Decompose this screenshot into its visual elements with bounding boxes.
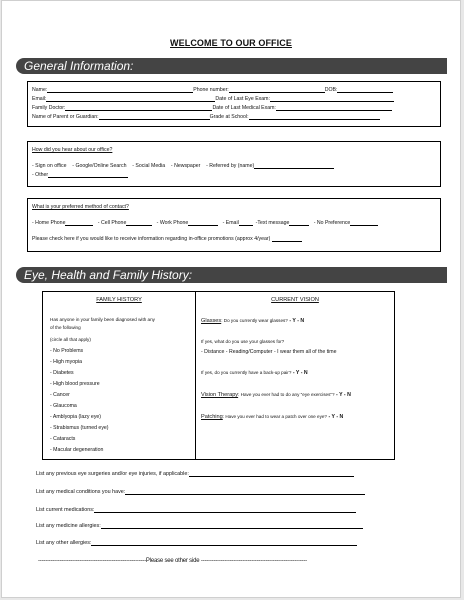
glasses-question: : Do you currently wear glasses? [221, 318, 288, 323]
patching-question: : Have you ever had to wear a patch over one eye? [222, 414, 327, 419]
grade-field[interactable] [249, 115, 380, 120]
vt-label: Vision Therapy [201, 392, 239, 398]
page-title: WELCOME TO OUR OFFICE [170, 38, 292, 48]
question-surgeries: List any previous eye surgeries and/or eye injuries, if applicable: [36, 471, 189, 477]
surgeries-field[interactable] [189, 472, 354, 477]
contact-text[interactable]: -Text message [255, 220, 290, 226]
question-conditions: List any medical conditions you have: [36, 489, 126, 495]
contact-email-field[interactable] [239, 221, 253, 226]
column-divider [195, 292, 196, 459]
section-bar-general: General Information: [16, 58, 447, 74]
family-item-9[interactable]: - Macular degeneration [50, 447, 104, 453]
family-intro-1: Has anyone in your family been diagnosed with any [50, 317, 155, 322]
hear-option-social[interactable]: - Social Media [132, 163, 166, 169]
see-other-side-footer: ------------------------------------------------------------Please see other side ----------------------------------------------------------- [38, 558, 307, 564]
dob-label: DOB: [324, 87, 338, 93]
grade-label: Grade at School: [209, 114, 249, 120]
hear-option-google[interactable]: - Google/Online Search [72, 163, 127, 169]
family-intro-2: of the following [50, 325, 81, 330]
last-eye-label: Date of Last Eye Exam: [215, 96, 270, 102]
glasses-yn[interactable]: - Y - N [289, 318, 305, 324]
email-field[interactable] [46, 97, 215, 102]
email-label: Email: [32, 96, 47, 102]
current-vision-heading: CURRENT VISION [271, 297, 319, 303]
name-field[interactable] [47, 88, 193, 93]
glasses-label: Glasses [201, 318, 222, 324]
vt-yn[interactable]: - Y - N [336, 392, 351, 398]
last-eye-field[interactable] [270, 97, 394, 102]
glasses-use-question: If yes, what do you use your glasses for? [201, 339, 285, 344]
family-item-6[interactable]: - Amblyopia (lazy eye) [50, 414, 102, 420]
hear-option-other[interactable]: - Other [32, 172, 49, 178]
hear-option-referred[interactable]: - Referred by (name) [206, 163, 255, 169]
family-history-heading: FAMILY HISTORY [96, 297, 142, 303]
last-medical-label: Date of Last Medical Exam: [212, 105, 276, 111]
guardian-field[interactable] [99, 115, 210, 120]
section-bar-eye-health: Eye, Health and Family History: [16, 267, 447, 283]
vt-question: : Have you ever had to do any "eye exercises"? [238, 392, 335, 397]
contact-cell-field[interactable] [126, 221, 152, 226]
patching-yn[interactable]: - Y - N [328, 414, 344, 420]
name-label: Name: [32, 87, 48, 93]
doctor-label: Family Doctor: [32, 105, 66, 111]
contact-question: What is your preferred method of contact? [32, 204, 129, 210]
promo-checkbox[interactable] [272, 237, 302, 242]
hear-box [27, 141, 441, 187]
family-item-8[interactable]: - Cataracts [50, 436, 76, 442]
history-box [42, 291, 395, 460]
medicine-allergies-field[interactable] [101, 524, 363, 529]
family-item-0[interactable]: - No Problems [50, 348, 84, 354]
family-item-5[interactable]: - Glaucoma [50, 403, 77, 409]
dob-field[interactable] [337, 88, 393, 93]
patching-label: Patching [201, 414, 223, 420]
contact-box [27, 198, 441, 252]
backup-question: If yes, do you currently have a back-up pair? [201, 370, 292, 375]
hear-question: How did you hear about our office? [32, 147, 113, 153]
other-allergies-field[interactable] [91, 541, 357, 546]
contact-work[interactable]: - Work Phone [156, 220, 189, 226]
hear-option-sign[interactable]: - Sign on office [32, 163, 67, 169]
family-item-7[interactable]: - Strabismus (turned eye) [50, 425, 109, 431]
contact-work-field[interactable] [188, 221, 218, 226]
contact-email[interactable]: - Email [222, 220, 239, 226]
contact-cell[interactable]: - Cell Phone [97, 220, 127, 226]
contact-home[interactable]: - Home Phone [32, 220, 66, 226]
question-other-allergies: List any other allergies: [36, 540, 92, 546]
family-intro-3: (circle all that apply) [50, 337, 91, 342]
family-item-2[interactable]: - Diabetes [50, 370, 74, 376]
medications-field[interactable] [94, 508, 356, 513]
doctor-field[interactable] [65, 106, 212, 111]
other-field[interactable] [48, 173, 128, 178]
referred-field[interactable] [254, 164, 334, 169]
family-item-4[interactable]: - Cancer [50, 392, 70, 398]
contact-text-field[interactable] [289, 221, 309, 226]
hear-option-newspaper[interactable]: - Newspaper [170, 163, 201, 169]
question-medications: List current medications: [36, 507, 95, 513]
family-item-1[interactable]: - High myopia [50, 359, 83, 365]
general-info-box [27, 81, 441, 127]
contact-home-field[interactable] [65, 221, 93, 226]
conditions-field[interactable] [125, 490, 365, 495]
backup-yn[interactable]: - Y - N [292, 370, 308, 376]
last-medical-field[interactable] [276, 106, 392, 111]
family-item-3[interactable]: - High blood pressure [50, 381, 100, 387]
form-page [1, 0, 461, 598]
guardian-label: Name of Parent or Guardian: [32, 114, 99, 120]
phone-label: Phone number: [193, 87, 229, 93]
contact-nopref[interactable]: - No Preference [313, 220, 351, 226]
question-medicine-allergies: List any medicine allergies: [36, 523, 101, 529]
promo-text: Please check here if you would like to receive information regarding in-office promotions (approx 4/year) [32, 236, 271, 242]
glasses-use-options[interactable]: - Distance - Reading/Computer - I wear them all of the time [201, 349, 337, 355]
contact-nopref-field[interactable] [350, 221, 378, 226]
phone-field[interactable] [229, 88, 325, 93]
